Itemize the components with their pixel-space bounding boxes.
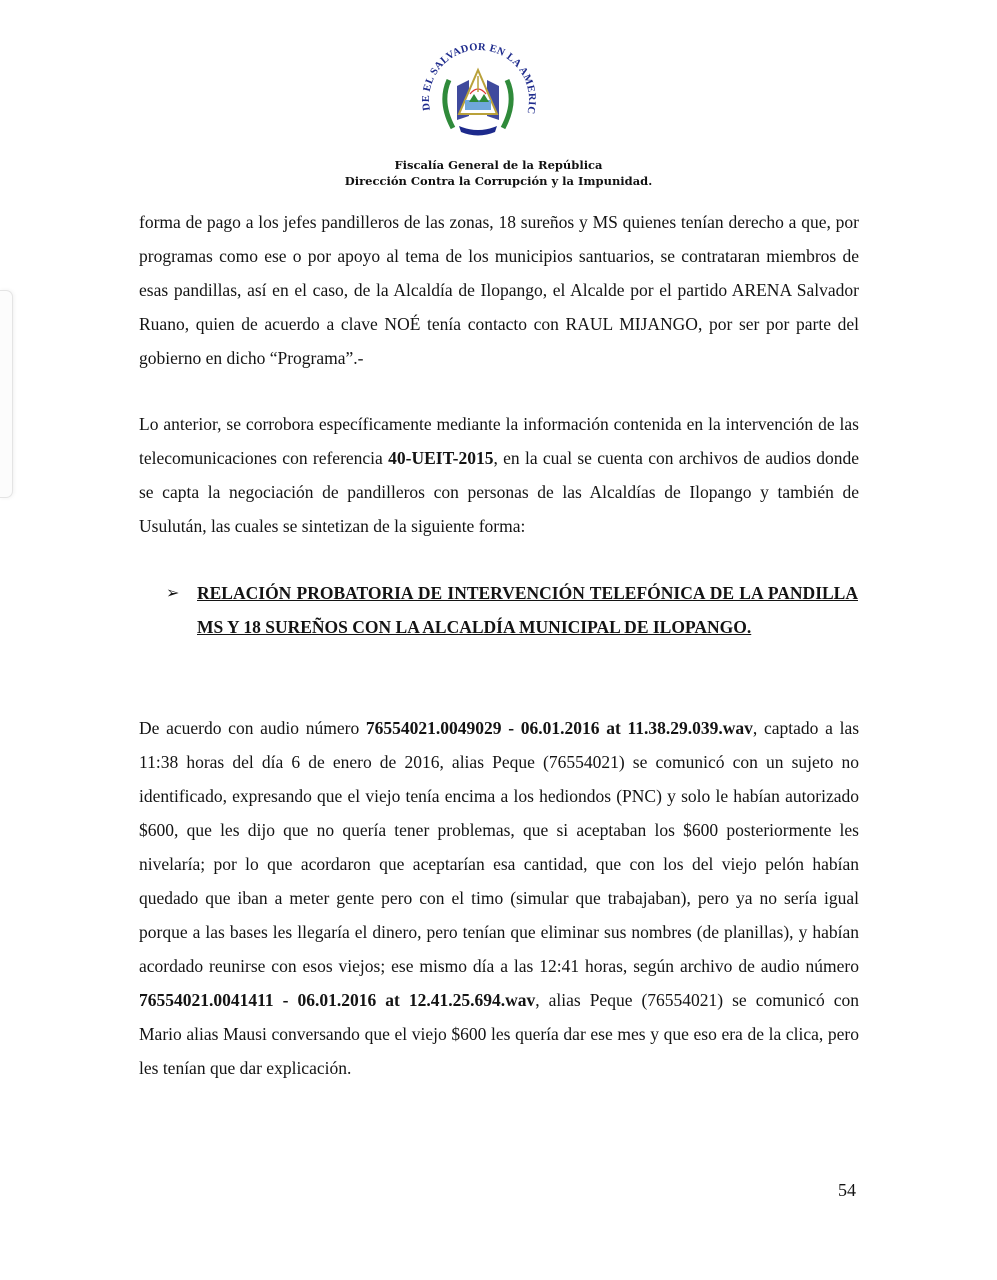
paragraph-2-text-b: , en la cual se cuenta con archivos de audios donde se capta la negociación de pandilleros con personas de las Alcaldías de Ilopango y también de Usulután, las cuales se sintetizan de la siguiente forma: bbox=[139, 448, 859, 536]
paragraph-3 bbox=[139, 711, 859, 1085]
telecom-reference: 40-UEIT-2015 bbox=[388, 448, 494, 468]
paragraph-2-text-a: Lo anterior, se corrobora específicamente mediante la información contenida en la intervención de las telecomunicaciones con referencia bbox=[139, 414, 859, 468]
coat-of-arms-icon bbox=[413, 40, 543, 152]
paragraph-2 bbox=[139, 407, 859, 543]
coat-of-arms-seal bbox=[413, 40, 543, 152]
paragraph-1: forma de pago a los jefes pandilleros de las zonas, 18 sureños y MS quienes tenían derecho a que, por programas como ese o por apoyo al tema de los municipios santuarios, se contrataran miembros de esas pandillas, así en el caso, de la Alcaldía de Ilopango, el Alcalde por el partido ARENA Salvador Ruano, quien de acuerdo a clave NOÉ tenía contacto con RAUL MIJANGO, por ser por parte del gobierno en dicho “Programa”.- bbox=[139, 212, 859, 368]
viewer-edge-tab[interactable] bbox=[0, 290, 13, 498]
audio-file-1: 76554021.0049029 - 06.01.2016 at 11.38.29.039.wav bbox=[365, 718, 753, 738]
arrow-bullet-icon: ➢ bbox=[166, 583, 180, 602]
paragraph-3-text-c: , alias Peque (76554021) se comunicó con Mario alias Mausi conversando que el viejo $600 les quería dar ese mes y que eso era de la clica, pero les tenían que dar explicación. bbox=[139, 990, 859, 1078]
seal-legend-text: DE EL SALVADOR EN LA AMERIC bbox=[420, 41, 538, 116]
paragraph-3-text-a: De acuerdo con audio número bbox=[139, 718, 366, 738]
page-number: 54 bbox=[838, 1180, 856, 1200]
department-name: Dirección Contra la Corrupción y la Impunidad. bbox=[344, 174, 653, 188]
section-heading: RELACIÓN PROBATORIA DE INTERVENCIÓN TELEFÓNICA DE LA PANDILLA MS Y 18 SUREÑOS CON LA ALCALDÍA MUNICIPAL DE ILOPANGO. bbox=[197, 583, 858, 637]
audio-file-2: 76554021.0041411 - 06.01.2016 at 12.41.25.694.wav bbox=[139, 990, 536, 1010]
paragraph-3-text-b: , captado a las 11:38 horas del día 6 de enero de 2016, alias Peque (76554021) se comunicó con un sujeto no identificado, expresando que el viejo tenía encima a los hediondos (PNC) y solo le habían autorizado $600, que les dijo que no quería tener problemas, que si aceptaban los $600 posteriormente les nivelaría; por lo que acordaron que aceptarían esa cantidad, que con los del viejo pelón habían quedado que iban a meter gente pero con el timo (simular que trabajaban), pero ya no sería igual porque a las bases les llegaría el dinero, pero tenían que eliminar sus nombres (de planillas), y habían acordado reunirse con esos viejos; ese mismo día a las 12:41 horas, según archivo de audio número bbox=[139, 718, 860, 976]
institution-name: Fiscalía General de la República bbox=[394, 158, 603, 172]
